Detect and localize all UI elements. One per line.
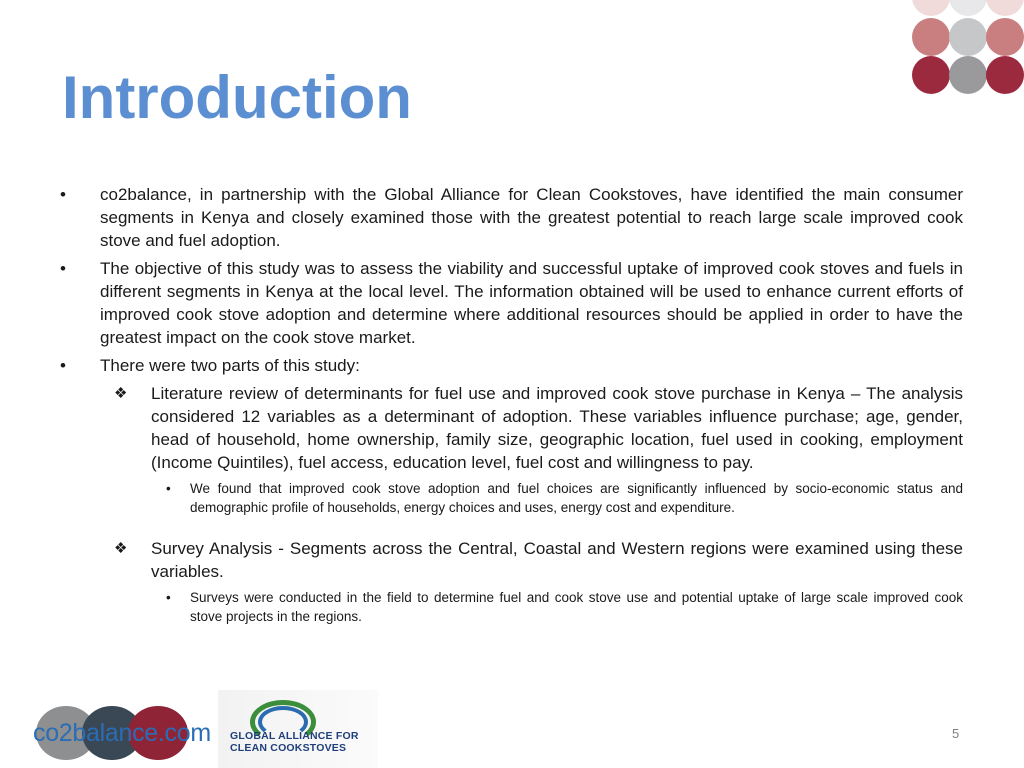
dot-r2c2 [949,18,987,56]
sub-bullet-text: Survey Analysis - Segments across the Central, Coastal and Western regions were examined using these variables. [151,539,963,581]
bullet-dot-icon: • [60,356,66,375]
dot-r1c2 [949,0,987,16]
dot-r1c3 [986,0,1024,16]
gacc-logo-line1: GLOBAL ALLIANCE FOR [230,730,359,742]
dot-r3c2 [949,56,987,94]
detail-bullet-text: Surveys were conducted in the field to determine fuel and cook stove use and potential uptake of large scale improved cook stove projects in the regions. [190,590,963,624]
dot-r1c1 [912,0,950,16]
bullet-dot-icon: • [166,590,171,605]
slide-body [60,183,963,630]
dot-r2c1 [912,18,950,56]
bullet-dot-icon: • [166,481,171,496]
sub-bullet-text: Literature review of determinants for fuel use and improved cook stove purchase in Kenya – The analysis considered 12 variables as a determinant of adoption. These variables influence purchase; age, gender, head of household, home ownership, family size, geographic location, fuel used in cooking, employment (Income Quintiles), fuel access, education level, fuel cost and willingness to pay. [151,384,963,472]
sub-bullet-item [60,537,963,583]
bullet-text: There were two parts of this study: [100,356,360,375]
dot-r2c3 [986,18,1024,56]
dot-r3c1 [912,56,950,94]
slide-title: Introduction [62,64,412,131]
sub-bullet-item [60,382,963,474]
gacc-logo-line2: CLEAN COOKSTOVES [230,742,347,754]
page-number: 5 [952,726,960,741]
co2balance-logo-text: co2balance.com [33,719,211,747]
diamond-bullet-icon: ❖ [114,540,128,557]
gacc-logo [228,698,359,762]
bullet-text: The objective of this study was to assess the viability and successful uptake of improved cook stoves and fuels in different segments in Kenya at the local level. The information obtained will be used to enhance current efforts of improved cook stove adoption and determine where additional resources should be applied in order to have the greatest impact on the cook stove market. [100,259,963,347]
bullet-item [60,354,963,377]
dot-r3c3 [986,56,1024,94]
diamond-bullet-icon: ❖ [114,385,128,402]
bullet-dot-icon: • [60,259,66,278]
bullet-dot-icon: • [60,185,66,204]
detail-bullet-item [60,479,963,517]
detail-bullet-item [60,588,963,626]
bullet-text: co2balance, in partnership with the Global Alliance for Clean Cookstoves, have identified the main consumer segments in Kenya and closely examined those with the greatest potential to reach large scale improved cook stove and fuel adoption. [100,185,963,250]
slide-footer [0,690,1024,768]
detail-bullet-text: We found that improved cook stove adoption and fuel choices are significantly influenced by socio-economic status and demographic profile of households, energy choices and uses, energy cost and expenditure. [190,481,963,515]
bullet-item [60,183,963,252]
decorative-dots [908,0,1024,96]
bullet-item [60,257,963,349]
